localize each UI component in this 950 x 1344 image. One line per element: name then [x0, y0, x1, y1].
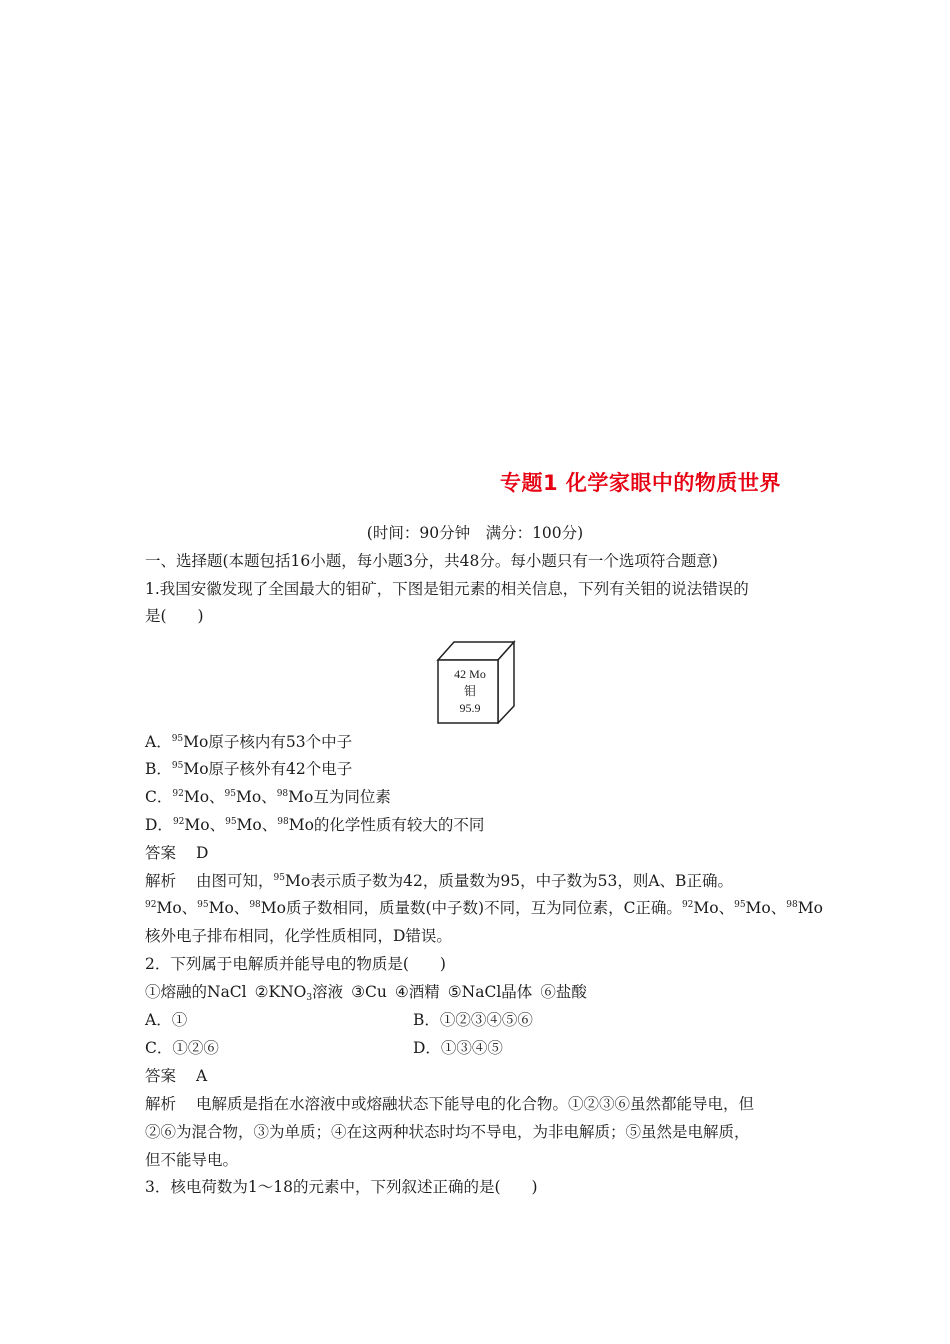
- q1-stem-line2: 是( ): [145, 607, 204, 625]
- element-card-text: [440, 666, 500, 717]
- element-symbol: 42 Mo: [454, 667, 486, 681]
- q2-analysis-line2: ②⑥为混合物，③为单质；④在这两种状态时均不导电，为非电解质；⑤虽然是电解质，: [145, 1123, 750, 1141]
- q1-answer: 答案 D: [145, 844, 209, 862]
- page-title: 专题1 化学家眼中的物质世界: [500, 471, 781, 495]
- q1-analysis-line3: 核外电子排布相同，化学性质相同，D错误。: [145, 927, 452, 945]
- q1-analysis-line2: $^{92}$Mo、$^{95}$Mo、$^{98}$Mo质子数相同，质量数(中子数)不同，互为同位素，C正确。$^{92}$Mo、$^{95}$Mo、$^{98}$Mo: [145, 899, 823, 917]
- q1-option-a: A．$^{95}$Mo原子核内有53个中子: [145, 733, 353, 751]
- q2-answer: 答案 A: [145, 1067, 208, 1085]
- q2-analysis-line1: 解析 电解质是指在水溶液中或熔融状态下能导电的化合物。①②③⑥虽然都能导电，但: [145, 1095, 755, 1113]
- q2-option-b: B．①②③④⑤⑥: [413, 1011, 533, 1029]
- element-name: 钼: [463, 684, 476, 698]
- q2-stem: 2．下列属于电解质并能导电的物质是( ): [145, 955, 446, 973]
- q1-option-d: D．$^{92}$Mo、$^{95}$Mo、$^{98}$Mo的化学性质有较大的不同: [145, 816, 485, 834]
- q2-items: ①熔融的NaCl $②KNO_3$溶液 ③Cu ④酒精 ⑤NaCl晶体 ⑥盐酸: [145, 983, 587, 1003]
- q2-option-c: C．①②⑥: [145, 1039, 219, 1057]
- q1-analysis-line1: 解析 由图可知，$^{95}$Mo表示质子数为42，质量数为95，中子数为53，则A、B正确。: [145, 872, 733, 890]
- section-header: 一、选择题(本题包括16小题，每小题3分，共48分。每小题只有一个选项符合题意): [145, 552, 718, 570]
- q2-option-d: D．①③④⑤: [413, 1039, 503, 1057]
- element-card-figure: [434, 640, 518, 724]
- q2-option-a: A．①: [145, 1011, 188, 1029]
- q2-analysis-line3: 但不能导电。: [145, 1151, 239, 1169]
- exam-meta: (时间：90分钟 满分：100分): [366, 524, 584, 542]
- q1-option-b: B．$^{95}$Mo原子核外有42个电子: [145, 760, 353, 778]
- element-mass: 95.9: [459, 701, 481, 715]
- q1-option-c: C．$^{92}$Mo、$^{95}$Mo、$^{98}$Mo互为同位素: [145, 788, 391, 806]
- q3-stem: 3．核电荷数为1～18的元素中，下列叙述正确的是( ): [145, 1178, 538, 1196]
- q1-stem-line1: 1.我国安徽发现了全国最大的钼矿，下图是钼元素的相关信息，下列有关钼的说法错误的: [145, 580, 749, 598]
